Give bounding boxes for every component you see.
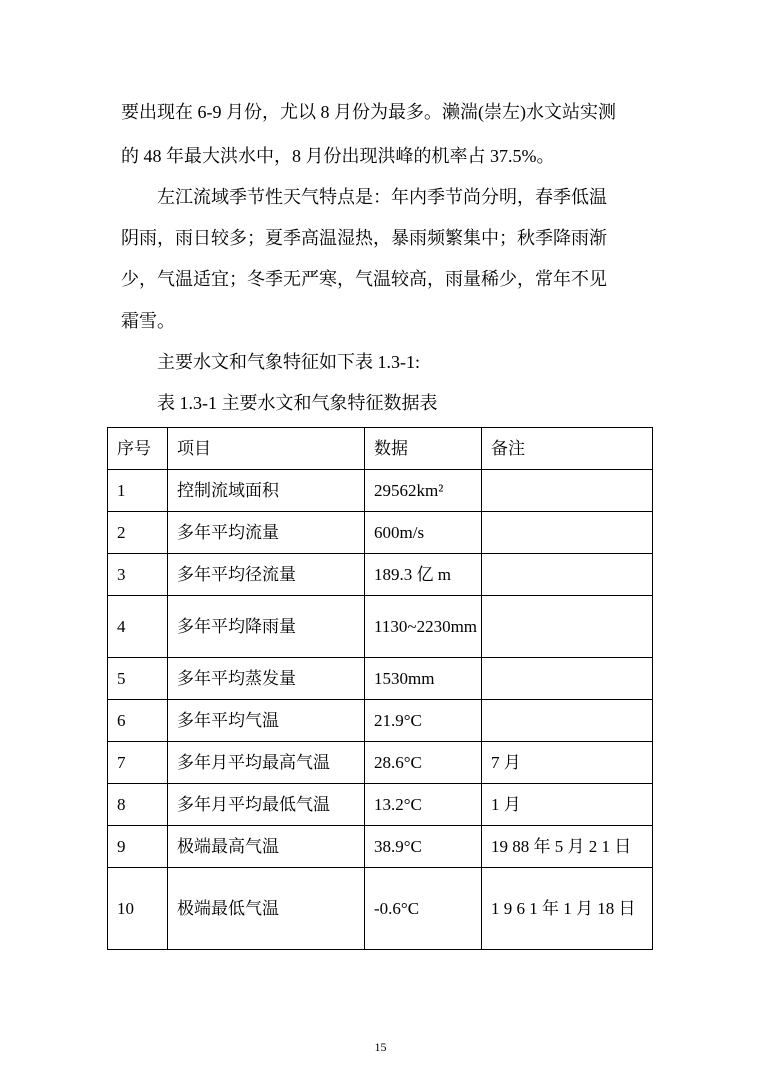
table-row — [108, 658, 653, 700]
row-number: 5 — [108, 658, 168, 700]
table-row — [108, 868, 653, 950]
row-item: 极端最低气温 — [168, 868, 365, 950]
table-row — [108, 784, 653, 826]
row-value: 189.3 亿 m — [365, 554, 482, 596]
table-header-row — [108, 428, 653, 470]
row-note — [482, 512, 653, 554]
row-number: 6 — [108, 700, 168, 742]
row-note — [482, 700, 653, 742]
table-row — [108, 554, 653, 596]
header-cell: 数据 — [365, 428, 482, 470]
row-number: 2 — [108, 512, 168, 554]
row-value: 13.2°C — [365, 784, 482, 826]
row-note — [482, 470, 653, 512]
row-item: 多年月平均最高气温 — [168, 742, 365, 784]
row-number: 10 — [108, 868, 168, 950]
row-number: 4 — [108, 596, 168, 658]
paragraph-line: 霜雪。 — [121, 311, 175, 331]
row-number: 3 — [108, 554, 168, 596]
header-cell: 备注 — [482, 428, 653, 470]
table-caption: 表 1.3-1 主要水文和气象特征数据表 — [157, 393, 438, 413]
row-value: 600m/s — [365, 512, 482, 554]
row-note: 19 88 年 5 月 2 1 日 — [482, 826, 653, 868]
paragraph-line: 的 48 年最大洪水中，8 月份出现洪峰的机率占 37.5%。 — [121, 146, 555, 166]
row-value: 1130~2230mm — [365, 596, 482, 658]
row-item: 控制流域面积 — [168, 470, 365, 512]
row-number: 1 — [108, 470, 168, 512]
row-value: 28.6°C — [365, 742, 482, 784]
row-item: 多年平均气温 — [168, 700, 365, 742]
row-note: 1 9 6 1 年 1 月 18 日 — [482, 868, 653, 950]
row-value: 29562km² — [365, 470, 482, 512]
row-note — [482, 658, 653, 700]
header-cell: 序号 — [108, 428, 168, 470]
table-row — [108, 596, 653, 658]
table-row — [108, 742, 653, 784]
row-value: -0.6°C — [365, 868, 482, 950]
row-item: 多年平均流量 — [168, 512, 365, 554]
row-note — [482, 596, 653, 658]
table-row — [108, 512, 653, 554]
row-note: 7 月 — [482, 742, 653, 784]
row-number: 7 — [108, 742, 168, 784]
paragraph-line: 要出现在 6-9 月份，尤以 8 月份为最多。濑湍(崇左)水文站实测 — [121, 102, 616, 122]
row-item: 极端最高气温 — [168, 826, 365, 868]
table-row — [108, 470, 653, 512]
row-item: 多年平均降雨量 — [168, 596, 365, 658]
row-item: 多年平均径流量 — [168, 554, 365, 596]
paragraph-line: 阴雨，雨日较多；夏季高温湿热，暴雨频繁集中；秋季降雨渐 — [121, 228, 607, 248]
row-item: 多年平均蒸发量 — [168, 658, 365, 700]
paragraph-line: 左江流域季节性天气特点是：年内季节尚分明，春季低温 — [157, 187, 607, 207]
row-value: 1530mm — [365, 658, 482, 700]
paragraph-line: 少，气温适宜；冬季无严寒，气温较高，雨量稀少，常年不见 — [121, 269, 607, 289]
table-row — [108, 700, 653, 742]
row-value: 21.9°C — [365, 700, 482, 742]
table-row — [108, 826, 653, 868]
row-number: 8 — [108, 784, 168, 826]
page-number: 15 — [374, 1040, 387, 1054]
data-table — [107, 427, 653, 950]
row-note: 1 月 — [482, 784, 653, 826]
row-item: 多年月平均最低气温 — [168, 784, 365, 826]
row-number: 9 — [108, 826, 168, 868]
row-note — [482, 554, 653, 596]
row-value: 38.9°C — [365, 826, 482, 868]
header-cell: 项目 — [168, 428, 365, 470]
paragraph-line: 主要水文和气象特征如下表 1.3-1: — [157, 352, 420, 372]
